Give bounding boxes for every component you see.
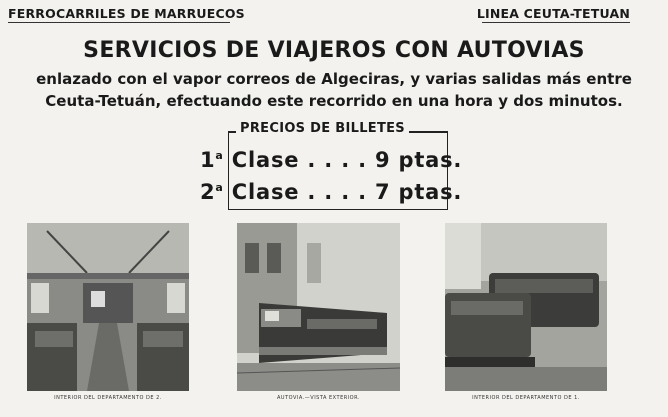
header-right-text: LINEA CEUTA-TETUAN bbox=[476, 6, 630, 21]
price-heading: PRECIOS DE BILLETES bbox=[240, 121, 405, 136]
price-row-second-class bbox=[200, 180, 462, 204]
page-title: SERVICIOS DE VIAJEROS CON AUTOVIAS bbox=[83, 38, 585, 63]
price-label: Clase . . . . 9 ptas. bbox=[231, 148, 463, 172]
class-ordinal-sup: a bbox=[215, 181, 224, 194]
photo-first-class-interior bbox=[445, 223, 607, 391]
class-ordinal-sup: a bbox=[215, 149, 224, 162]
photo-caption: AUTOVIA.—VISTA EXTERIOR. bbox=[276, 395, 361, 401]
subtitle-line-1: enlazado con el vapor correos de Algeciras, y varias salidas más entre bbox=[36, 70, 632, 88]
price-label: Clase . . . . 7 ptas. bbox=[231, 180, 463, 204]
header-left-underline bbox=[8, 22, 230, 23]
class-number: 2 bbox=[200, 180, 216, 204]
photo-caption: INTERIOR DEL DEPARTAMENTO DE 1. bbox=[472, 395, 580, 401]
photo-caption: INTERIOR DEL DEPARTAMENTO DE 2. bbox=[54, 395, 162, 401]
photo-second-class-interior bbox=[27, 223, 189, 391]
class-number: 1 bbox=[200, 148, 216, 172]
photo-autovia-exterior bbox=[237, 223, 400, 391]
header-left-text: FERROCARRILES DE MARRUECOS bbox=[8, 6, 245, 21]
header-right-underline bbox=[482, 22, 630, 23]
price-row-first-class bbox=[200, 148, 462, 172]
price-box-top-rule-right bbox=[409, 131, 447, 133]
price-box-top-rule-left bbox=[228, 131, 236, 133]
subtitle-line-2: Ceuta-Tetuán, efectuando este recorrido en una hora y dos minutos. bbox=[45, 92, 623, 110]
